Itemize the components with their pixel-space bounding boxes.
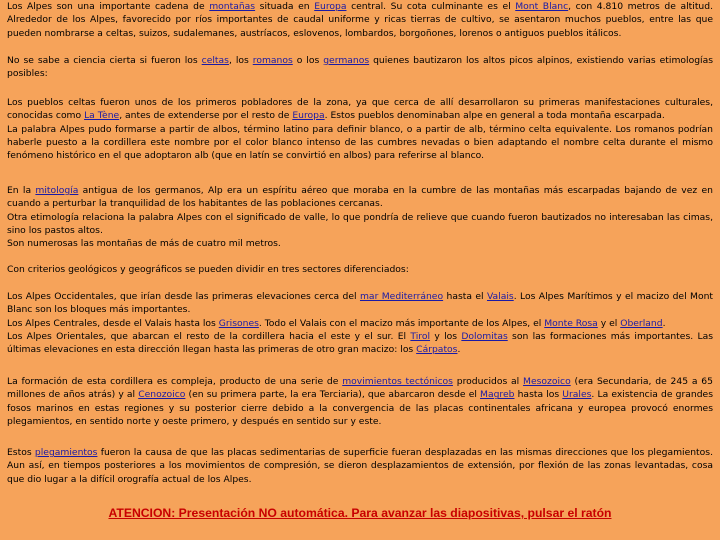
link-grisones[interactable]: Grisones bbox=[218, 317, 259, 329]
text-run: La formación de esta cordillera es compleja, producto de una serie de bbox=[7, 376, 343, 387]
paragraph-intro bbox=[7, 0, 713, 40]
text-run: Estos bbox=[7, 447, 35, 458]
link-montañas[interactable]: montañas bbox=[209, 1, 256, 12]
text-run: (en su primera parte, la era Terciaria), que abarcaron desde el bbox=[185, 389, 481, 401]
link-mar-mediterráneo[interactable]: mar Mediterráneo bbox=[359, 291, 444, 302]
link-celtas[interactable]: celtas bbox=[201, 55, 229, 66]
text-run: Los Alpes Occidentales, que irían desde las primeras elevaciones cerca del bbox=[7, 291, 360, 302]
text-run: Los pueblos celtas fueron unos de los primeros pobladores de la zona, ya que cerca de allí desarrollaron su primeras manifestaciones culturales, conocidas como bbox=[7, 97, 713, 122]
text-run: , antes de extenderse por el resto de bbox=[119, 110, 293, 122]
text-run: . Estos pueblos denominaban alpe en general a toda montaña escarpada. bbox=[324, 110, 665, 122]
link-urales[interactable]: Urales bbox=[562, 389, 592, 401]
text-run: (era Secundaria, de 245 a 65 millones de años atrás) y al bbox=[7, 376, 713, 401]
link-mitología[interactable]: mitología bbox=[35, 185, 79, 196]
text-run: o los bbox=[292, 55, 324, 66]
text-run: y el bbox=[597, 317, 621, 329]
text-run: La palabra Alpes pudo formarse a partir de albos, término latino para definir blanco, o a partir de alb, término celta equivalente. Los romanos podrían haberle puesto a la cordillera este nombre por el color blanco intenso de las cumbres nevadas o bien adaptando el nombre celta durante el mismo fenómeno histórico en el que adoptaron alb (que en latín se convirtió en albos) para referirse al blanco. bbox=[7, 123, 713, 162]
link-cárpatos[interactable]: Cárpatos bbox=[416, 344, 458, 356]
paragraph-mythology bbox=[7, 184, 713, 250]
text-run: Los Alpes son una importante cadena de bbox=[7, 1, 210, 12]
text-run: . bbox=[662, 317, 666, 329]
text-run: . Todo el Valais con el macizo más importante de los Alpes, el bbox=[258, 317, 545, 329]
navigation-notice: ATENCION: Presentación NO automática. Para avanzar las diapositivas, pulsar el ratón bbox=[108, 506, 612, 520]
text-run: situada en bbox=[255, 1, 315, 12]
text-run: Otra etimología relaciona la palabra Alpes con el significado de valle, lo que pondría de relieve que cuando fueron bautizados no interesaban las cimas, sino los pastos altos. bbox=[7, 211, 713, 236]
text-run: hasta el bbox=[443, 291, 487, 302]
text-run: Los Alpes Centrales, desde el Valais hasta los bbox=[7, 317, 219, 329]
text-run: . bbox=[457, 344, 461, 356]
link-europa[interactable]: Europa bbox=[292, 110, 325, 122]
link-europa[interactable]: Europa bbox=[314, 1, 347, 12]
text-run: antigua de los germanos, Alp era un espíritu aéreo que moraba en la cumbre de las montañas más escarpadas bajando de vez en cuando a perturbar la tranquilidad de los habitantes de las poblaciones cercanas. bbox=[7, 185, 713, 210]
link-germanos[interactable]: germanos bbox=[323, 55, 370, 66]
link-dolomitas[interactable]: Dolomitas bbox=[461, 330, 508, 342]
paragraph-formation bbox=[7, 375, 713, 428]
text-run: Los Alpes Orientales, que abarcan el resto de la cordillera hacia el este y el sur. El bbox=[7, 330, 411, 342]
link-monte-rosa[interactable]: Monte Rosa bbox=[544, 317, 598, 329]
text-run: , con 4.810 metros de altitud. Alrededor de los Alpes, favorecido por ríos importantes de caudal uniforme y ricas tierras de cultivo, se asentaron muchos pueblos, entre las que pueden nombrarse a celtas, suizos, sudalemanes, austríacos, eslovenos, lombardos, borgoñones, lorenos o antiguos pueblos itálicos. bbox=[7, 1, 713, 39]
link-valais[interactable]: Valais bbox=[486, 291, 514, 302]
text-run: fueron la causa de que las placas sedimentarias de superficie fueran desplazadas en las mismas direcciones que los plegamientos. Aun así, en tiempos posteriores a los movimientos de compresión, se dieron desplazamientos de extensión, por flexión de las zonas levantadas, cosa que dio lugar a la difícil orografía actual de los Alpes. bbox=[7, 447, 713, 485]
text-run: Con criterios geológicos y geográficos se pueden dividir en tres sectores diferenciados: bbox=[7, 264, 409, 275]
text-run: . Los Alpes Marítimos y el macizo del Mont Blanc son los bloques más importantes. bbox=[7, 291, 714, 316]
link-tirol[interactable]: Tirol bbox=[410, 330, 431, 342]
text-run: producidos al bbox=[452, 376, 524, 387]
link-plegamientos[interactable]: plegamientos bbox=[34, 447, 98, 458]
paragraph-sectors bbox=[7, 290, 713, 356]
link-cenozoico[interactable]: Cenozoico bbox=[138, 389, 186, 401]
text-run: central. Su cota culminante es el bbox=[346, 1, 516, 12]
text-run: y los bbox=[430, 330, 462, 342]
paragraph-folds bbox=[7, 446, 713, 486]
text-run: quienes bautizaron los altos picos alpinos, existiendo varias etimologías posibles: bbox=[7, 55, 713, 80]
link-romanos[interactable]: romanos bbox=[252, 55, 293, 66]
link-mesozoico[interactable]: Mesozoico bbox=[523, 376, 571, 387]
link-la-tène[interactable]: La Tène bbox=[84, 110, 120, 122]
paragraph-etymology bbox=[7, 54, 713, 81]
link-movimientos-tectónicos[interactable]: movimientos tectónicos bbox=[342, 376, 453, 387]
link-magreb[interactable]: Magreb bbox=[480, 389, 515, 401]
paragraph-celts bbox=[7, 96, 713, 162]
text-run: En la bbox=[7, 185, 36, 196]
text-run: Son numerosas las montañas de más de cuatro mil metros. bbox=[7, 238, 281, 250]
link-oberland[interactable]: Oberland bbox=[620, 317, 663, 329]
paragraph-criteria bbox=[7, 263, 713, 276]
text-run: hasta los bbox=[514, 389, 563, 401]
link-mont-blanc[interactable]: Mont Blanc bbox=[515, 1, 569, 12]
text-run: . La existencia de grandes fosos marinos en estas regiones y su posterior cierre debido a la convergencia de las placas continentales africana y europea provocó enormes plegamientos, en sentido norte y oeste primero, y después en sentido sur y este. bbox=[7, 389, 713, 427]
text-run: No se sabe a ciencia cierta si fueron los bbox=[7, 55, 202, 66]
text-run: , los bbox=[228, 55, 253, 66]
text-run: son las formaciones más importantes. Las últimas elevaciones en esta dirección llegan hasta las primeras de otro gran macizo: los bbox=[7, 330, 713, 356]
